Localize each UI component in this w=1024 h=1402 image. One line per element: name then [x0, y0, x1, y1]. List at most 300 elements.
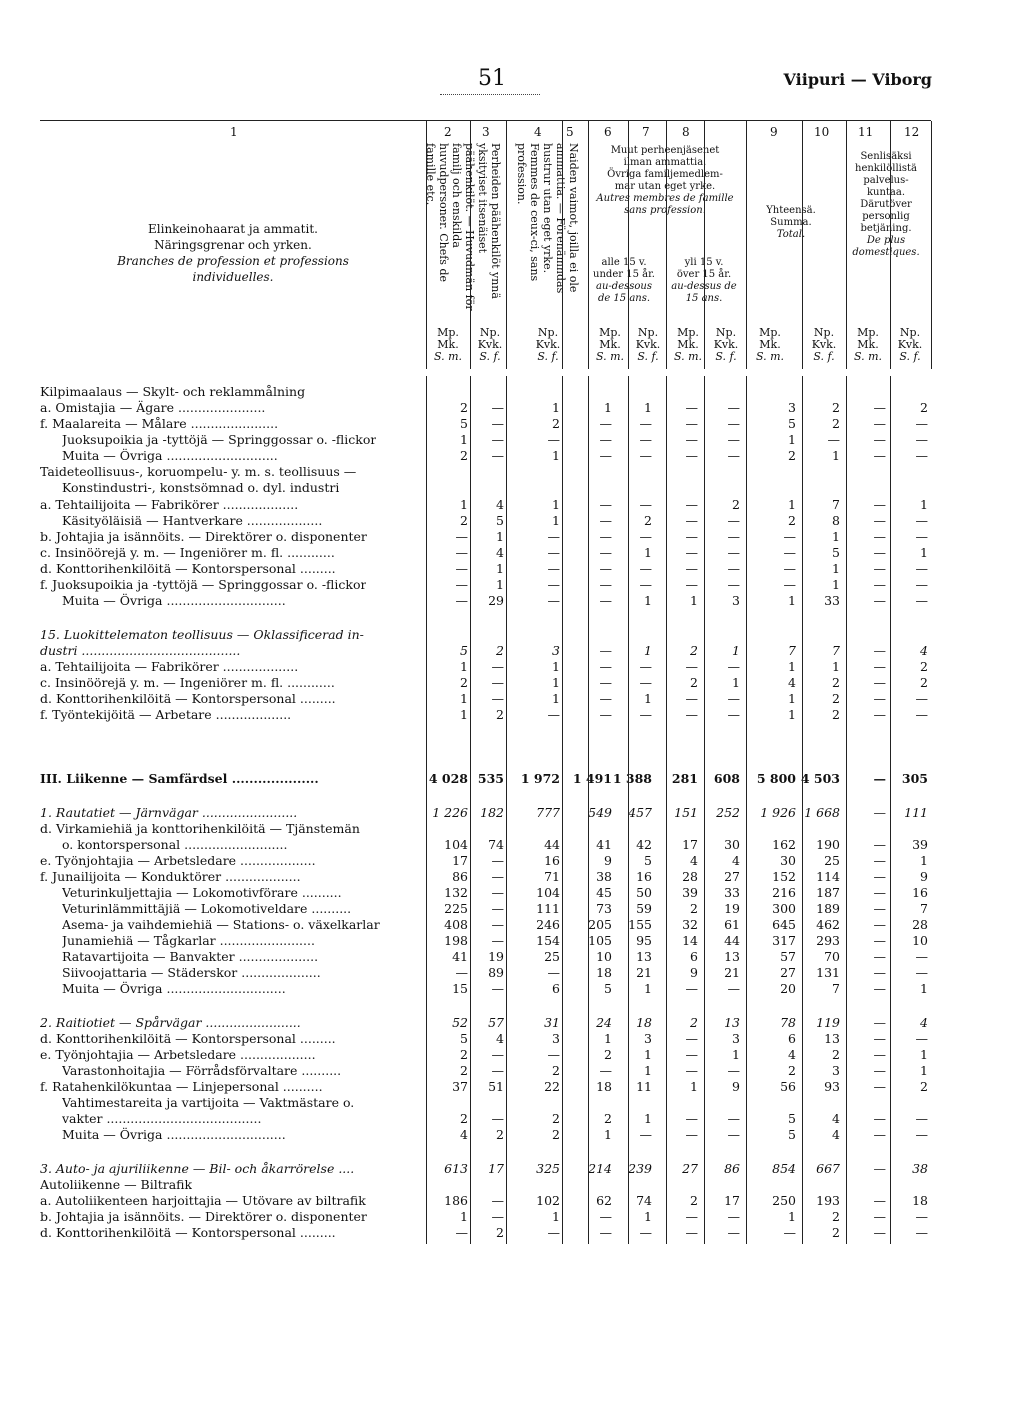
table-cell: 1 [552, 400, 560, 415]
table-cell: 246 [536, 917, 560, 932]
table-cell: — [599, 577, 612, 592]
table-cell: — [685, 1047, 698, 1062]
table-cell: 104 [444, 837, 468, 852]
table-cell: 9 [732, 1079, 740, 1094]
table-cell: 27 [724, 869, 740, 884]
table-cell: 154 [536, 933, 560, 948]
table-cell: 7 [832, 643, 840, 658]
table-cell: 1 226 [432, 805, 468, 820]
table-cell: 15 [452, 981, 468, 996]
table-cell: — [915, 1209, 928, 1224]
table-cell: 2 [552, 1111, 560, 1126]
table-cell: — [547, 561, 560, 576]
table-cell: 13 [724, 949, 740, 964]
table-cell: — [873, 885, 886, 900]
table-cell: 21 [636, 965, 652, 980]
table-cell: 5 [788, 1127, 796, 1142]
table-cell: 252 [716, 805, 740, 820]
table-cell: 2 [604, 1047, 612, 1062]
table-cell: 7 [832, 497, 840, 512]
table-cell: 50 [636, 885, 652, 900]
table-cell: 1 [552, 691, 560, 706]
row-label: a. Omistajia — Ägare ...................... [40, 400, 266, 415]
table-cell: 1 [920, 545, 928, 560]
table-cell: — [873, 981, 886, 996]
row-label: d. Konttorihenkilöitä — Kontorspersonal ......... [40, 561, 336, 576]
table-cell: 27 [682, 1161, 698, 1176]
table-cell: 2 [552, 416, 560, 431]
table-cell: 2 [832, 1047, 840, 1062]
table-cell: 4 [788, 675, 796, 690]
table-cell: 457 [628, 805, 652, 820]
body-col-rule [746, 376, 747, 1244]
others-l4: mar utan eget yrke. [614, 181, 716, 192]
table-cell: — [873, 675, 886, 690]
table-cell: 7 [920, 901, 928, 916]
table-cell: — [685, 400, 698, 415]
row-label: Muita — Övriga .............................. [62, 1127, 286, 1142]
table-cell: 38 [912, 1161, 928, 1176]
table-cell: — [599, 561, 612, 576]
table-cell: — [873, 917, 886, 932]
table-cell: 317 [772, 933, 796, 948]
row-label: a. Tehtailijoita — Fabrikörer ................... [40, 659, 299, 674]
table-cell: — [727, 659, 740, 674]
table-row [40, 529, 940, 545]
row-label: Veturinlämmittäjiä — Lokomotiveldare .......... [62, 901, 352, 916]
table-cell: 293 [816, 933, 840, 948]
table-cell: 21 [724, 965, 740, 980]
table-row [40, 1225, 940, 1241]
table-cell: — [599, 545, 612, 560]
header-col-rule [746, 121, 747, 369]
table-cell: 18 [636, 1015, 652, 1030]
table-cell: 1 [788, 691, 796, 706]
table-cell: — [727, 561, 740, 576]
row-label: vakter ....................................... [62, 1111, 262, 1126]
table-cell: — [599, 675, 612, 690]
table-row [40, 627, 940, 643]
table-cell: 17 [488, 1161, 504, 1176]
table-cell: 62 [596, 1193, 612, 1208]
row-label: d. Virkamiehiä ja konttorihenkilöitä — Tjänstemän [40, 821, 360, 836]
row-label: c. Insinöörejä y. m. — Ingeniörer m. fl. ............ [40, 545, 335, 560]
table-cell: 33 [824, 593, 840, 608]
table-cell: 4 028 [428, 771, 468, 786]
table-cell: 11 [636, 1079, 652, 1094]
table-cell: 1 [460, 1209, 468, 1224]
row-label: Autoliikenne — Biltrafik [40, 1177, 193, 1192]
table-cell: — [873, 1015, 886, 1030]
servants-l3: palvelus- [863, 175, 909, 186]
table-row [40, 691, 940, 707]
sex-male-label: Mp. Mk. S. m. [853, 326, 883, 363]
column-number: 4 [534, 125, 542, 139]
table-cell: — [873, 707, 886, 722]
table-row [40, 869, 940, 885]
table-cell: 44 [544, 837, 560, 852]
table-cell: 1 [920, 1047, 928, 1062]
table-cell: — [873, 659, 886, 674]
header-col-rule [931, 121, 932, 369]
table-cell: 187 [816, 885, 840, 900]
servants-l2: henkilöllistä [855, 163, 917, 174]
table-cell: 2 [920, 675, 928, 690]
table-cell: 2 [460, 1063, 468, 1078]
row-label: III. Liikenne — Samfärdsel .................... [40, 771, 319, 786]
table-cell: 41 [452, 949, 468, 964]
servants-l6: personlig [862, 211, 910, 222]
table-cell: 4 [832, 1111, 840, 1126]
table-cell: 17 [682, 837, 698, 852]
others-l1: Muut perheenjäsenet [610, 145, 720, 156]
sex-female-label: Np. Kvk. S. f. [713, 326, 739, 363]
servants-l4: kuntaa. [866, 187, 906, 198]
body-col-rule [666, 376, 667, 1244]
others-l5: Autres membres de famille [596, 193, 734, 204]
table-cell: — [915, 1127, 928, 1142]
table-cell: — [727, 416, 740, 431]
table-cell: — [685, 707, 698, 722]
total-l1: Yhteensä. [766, 205, 816, 216]
table-cell: 2 [690, 901, 698, 916]
table-cell: — [873, 497, 886, 512]
table-cell: 119 [816, 1015, 840, 1030]
row-label: Juoksupoikia ja -tyttöjä — Springgossar o. -flickor [62, 432, 377, 447]
table-cell: 4 [920, 643, 928, 658]
table-cell: 1 [496, 577, 504, 592]
table-cell: — [915, 1031, 928, 1046]
table-cell: 281 [671, 771, 698, 786]
table-cell: 1 [644, 400, 652, 415]
table-row [40, 513, 940, 529]
table-cell: — [547, 1047, 560, 1062]
table-cell: — [685, 691, 698, 706]
table-cell: — [599, 416, 612, 431]
row-label: 2. Raitiotiet — Spårvägar ........................ [40, 1015, 301, 1030]
table-cell: — [455, 1225, 468, 1240]
table-cell: 59 [636, 901, 652, 916]
table-cell: — [599, 691, 612, 706]
table-cell: 2 [832, 1209, 840, 1224]
table-cell: 10 [596, 949, 612, 964]
over15-l3: au-dessus de [671, 281, 737, 292]
table-cell: — [547, 545, 560, 560]
table-cell: — [873, 1225, 886, 1240]
table-cell: 1 [788, 432, 796, 447]
table-cell: 86 [724, 1161, 740, 1176]
table-cell: 1 [552, 497, 560, 512]
table-cell: 4 503 [800, 771, 840, 786]
sex-male-label: Mp. Mk. S. m. [673, 326, 703, 363]
table-cell: — [915, 448, 928, 463]
table-cell: — [599, 448, 612, 463]
table-cell: 25 [544, 949, 560, 964]
row-label: Junamiehiä — Tågkarlar ........................ [62, 933, 315, 948]
others-l3: Övriga familjemedlem- [607, 169, 723, 180]
table-cell: — [915, 561, 928, 576]
column-number: 8 [682, 125, 690, 139]
column-number: 5 [566, 125, 574, 139]
table-cell: — [727, 513, 740, 528]
table-cell: 9 [604, 853, 612, 868]
table-cell: — [727, 707, 740, 722]
table-cell: 214 [588, 1161, 612, 1176]
row-label: d. Konttorihenkilöitä — Kontorspersonal ......... [40, 1031, 336, 1046]
table-cell: 4 [788, 1047, 796, 1062]
table-cell: 1 [832, 577, 840, 592]
body-col-rule [470, 376, 471, 1244]
row-label: 15. Luokittelematon teollisuus — Oklassificerad in- [40, 627, 364, 642]
table-cell: — [547, 577, 560, 592]
table-row [40, 1015, 940, 1031]
table-cell: 1 [552, 659, 560, 674]
total-header [746, 205, 836, 241]
table-cell: 56 [780, 1079, 796, 1094]
table-cell: 2 [460, 1047, 468, 1062]
table-cell: — [873, 949, 886, 964]
table-cell: 16 [636, 869, 652, 884]
row-label: a. Autoliikenteen harjoittajia — Utövare av biltrafik [40, 1193, 366, 1208]
table-cell: — [685, 1127, 698, 1142]
table-cell: — [455, 529, 468, 544]
column-number: 3 [482, 125, 490, 139]
table-cell: 408 [444, 917, 468, 932]
table-cell: 1 [690, 1079, 698, 1094]
table-row [40, 805, 940, 821]
table-cell: — [783, 545, 796, 560]
table-cell: — [455, 577, 468, 592]
table-cell: — [727, 448, 740, 463]
table-cell: 20 [780, 981, 796, 996]
table-cell: 1 [832, 561, 840, 576]
table-cell: 2 [788, 448, 796, 463]
row-label: Konstindustri-, konstsömnad o. dyl. industri [62, 480, 340, 495]
table-cell: — [491, 659, 504, 674]
table-cell: — [873, 1193, 886, 1208]
table-cell: 52 [452, 1015, 468, 1030]
servants-l9: domestiques. [852, 247, 920, 258]
table-row [40, 593, 940, 609]
table-row [40, 416, 940, 432]
table-cell: — [915, 577, 928, 592]
table-row [40, 432, 940, 448]
table-cell: 4 [732, 853, 740, 868]
under15-l2: under 15 år. [593, 269, 655, 280]
table-cell: 10 [912, 933, 928, 948]
table-cell: 1 491 [572, 771, 612, 786]
table-cell: 645 [772, 917, 796, 932]
table-row [40, 901, 940, 917]
table-cell: 3 [644, 1031, 652, 1046]
table-row [40, 1161, 940, 1177]
sex-male-label: Mp. Mk. S. m. [755, 326, 785, 363]
table-cell: 1 [920, 1063, 928, 1078]
table-cell: 1 [552, 513, 560, 528]
table-cell: 1 [644, 691, 652, 706]
table-cell: — [491, 1193, 504, 1208]
table-cell: 462 [816, 917, 840, 932]
row-label: Siivoojattaria — Städerskor .................... [62, 965, 321, 980]
table-cell: — [873, 805, 886, 820]
table-cell: — [685, 577, 698, 592]
table-cell: 2 [552, 1127, 560, 1142]
table-cell: 4 [496, 545, 504, 560]
table-cell: 1 [460, 497, 468, 512]
table-cell: — [639, 1225, 652, 1240]
column-number: 7 [642, 125, 650, 139]
table-cell: 6 [690, 949, 698, 964]
table-cell: — [599, 593, 612, 608]
table-cell: 74 [636, 1193, 652, 1208]
table-cell: — [639, 675, 652, 690]
header-col-rule [588, 121, 589, 369]
body-col-rule [588, 376, 589, 1244]
table-cell: — [685, 448, 698, 463]
table-cell: — [727, 691, 740, 706]
sex-male-label: Mp. Mk. S. m. [433, 326, 463, 363]
table-cell: 1 [832, 448, 840, 463]
table-row [40, 1063, 940, 1079]
table-cell: — [685, 1031, 698, 1046]
table-cell: — [873, 577, 886, 592]
table-cell: 1 [832, 529, 840, 544]
table-cell: 239 [628, 1161, 652, 1176]
table-cell: 777 [536, 805, 560, 820]
row-label: a. Tehtailijoita — Fabrikörer ................... [40, 497, 299, 512]
table-row [40, 545, 940, 561]
table-cell: 25 [824, 853, 840, 868]
table-cell: 9 [690, 965, 698, 980]
table-row [40, 577, 940, 593]
table-cell: — [873, 691, 886, 706]
table-cell: 198 [444, 933, 468, 948]
total-l2: Summa. [770, 217, 812, 228]
over15-l4: 15 ans. [685, 293, 723, 304]
table-cell: 95 [636, 933, 652, 948]
table-cell: 2 [496, 643, 504, 658]
table-cell: 1 926 [760, 805, 796, 820]
table-cell: 2 [644, 513, 652, 528]
table-cell: 613 [444, 1161, 468, 1176]
sex-female-label: Np. Kvk. S. f. [811, 326, 837, 363]
table-cell: — [685, 1209, 698, 1224]
table-cell: — [727, 432, 740, 447]
others-header [590, 145, 740, 217]
table-cell: 1 388 [612, 771, 652, 786]
table-cell: — [727, 981, 740, 996]
branch-fr: Branches de profession et professions [117, 254, 349, 268]
column-number: 6 [604, 125, 612, 139]
table-cell: — [915, 1225, 928, 1240]
table-cell: — [783, 1225, 796, 1240]
table-cell: 1 668 [804, 805, 840, 820]
table-cell: — [727, 1111, 740, 1126]
table-cell: 186 [444, 1193, 468, 1208]
table-cell: 190 [816, 837, 840, 852]
row-label: d. Konttorihenkilöitä — Kontorspersonal ......... [40, 691, 336, 706]
row-label: Muita — Övriga .............................. [62, 981, 286, 996]
table-cell: 78 [780, 1015, 796, 1030]
table-row [40, 464, 940, 480]
row-label: Vahtimestareita ja vartijoita — Vaktmästare o. [62, 1095, 355, 1110]
table-row [40, 1193, 940, 1209]
row-label: 1. Rautatiet — Järnvägar ........................ [40, 805, 298, 820]
table-cell: 2 [496, 1127, 504, 1142]
table-cell: 30 [780, 853, 796, 868]
table-cell: 5 [788, 416, 796, 431]
table-cell: 19 [488, 949, 504, 964]
table-cell: — [491, 1063, 504, 1078]
table-cell: 30 [724, 837, 740, 852]
table-cell: — [873, 561, 886, 576]
table-cell: — [491, 675, 504, 690]
table-cell: 29 [488, 593, 504, 608]
table-cell: 2 [832, 707, 840, 722]
table-row [40, 837, 940, 853]
table-cell: — [455, 593, 468, 608]
table-cell: 45 [596, 885, 612, 900]
table-cell: — [639, 529, 652, 544]
table-cell: — [685, 981, 698, 996]
table-cell: — [873, 643, 886, 658]
row-label: b. Johtajia ja isännöits. — Direktörer o. disponenter [40, 529, 367, 544]
table-cell: — [873, 965, 886, 980]
table-cell: — [491, 885, 504, 900]
body-col-rule [426, 376, 427, 1244]
table-cell: 1 [644, 643, 652, 658]
others-l2: ilman ammattia. [623, 157, 707, 168]
table-cell: 17 [452, 853, 468, 868]
table-row [40, 1209, 940, 1225]
row-label: Veturinkuljettajia — Lokomotivförare .......... [62, 885, 342, 900]
table-cell: 300 [772, 901, 796, 916]
table-cell: 5 [496, 513, 504, 528]
table-row [40, 1047, 940, 1063]
table-cell: 2 [604, 1111, 612, 1126]
table-cell: — [685, 1225, 698, 1240]
table-cell: — [491, 933, 504, 948]
column-number: 10 [814, 125, 830, 139]
table-cell: 2 [460, 448, 468, 463]
table-cell: 1 [788, 593, 796, 608]
sex-female-label: Np. Kvk. S. f. [635, 326, 661, 363]
table-cell: 189 [816, 901, 840, 916]
table-cell: 2 [832, 400, 840, 415]
heads-wives: Naiden vaimot, joilla ei ole ammattia. — Förenämndas hustrur utan eget yrke. Femmes de ceux-ci, sans profession. [515, 143, 580, 294]
table-cell: — [873, 1031, 886, 1046]
table-cell: 3 [552, 1031, 560, 1046]
table-cell: 5 [460, 1031, 468, 1046]
branch-fr-2: individuelles. [192, 270, 274, 284]
table-row [40, 561, 940, 577]
table-cell: 5 [460, 416, 468, 431]
table-cell: 131 [816, 965, 840, 980]
over15-l2: över 15 år. [676, 269, 732, 280]
body-col-rule [802, 376, 803, 1244]
table-cell: 3 [732, 1031, 740, 1046]
row-label: dustri ........................................ [40, 643, 241, 658]
table-row [40, 675, 940, 691]
body-col-rule [506, 376, 507, 1244]
table-cell: 1 [552, 448, 560, 463]
row-label: Käsityöläisiä — Hantverkare ................... [62, 513, 323, 528]
table-cell: 27 [780, 965, 796, 980]
table-cell: 4 [496, 497, 504, 512]
table-cell: — [873, 853, 886, 868]
table-cell: — [599, 1209, 612, 1224]
table-cell: — [873, 1127, 886, 1142]
